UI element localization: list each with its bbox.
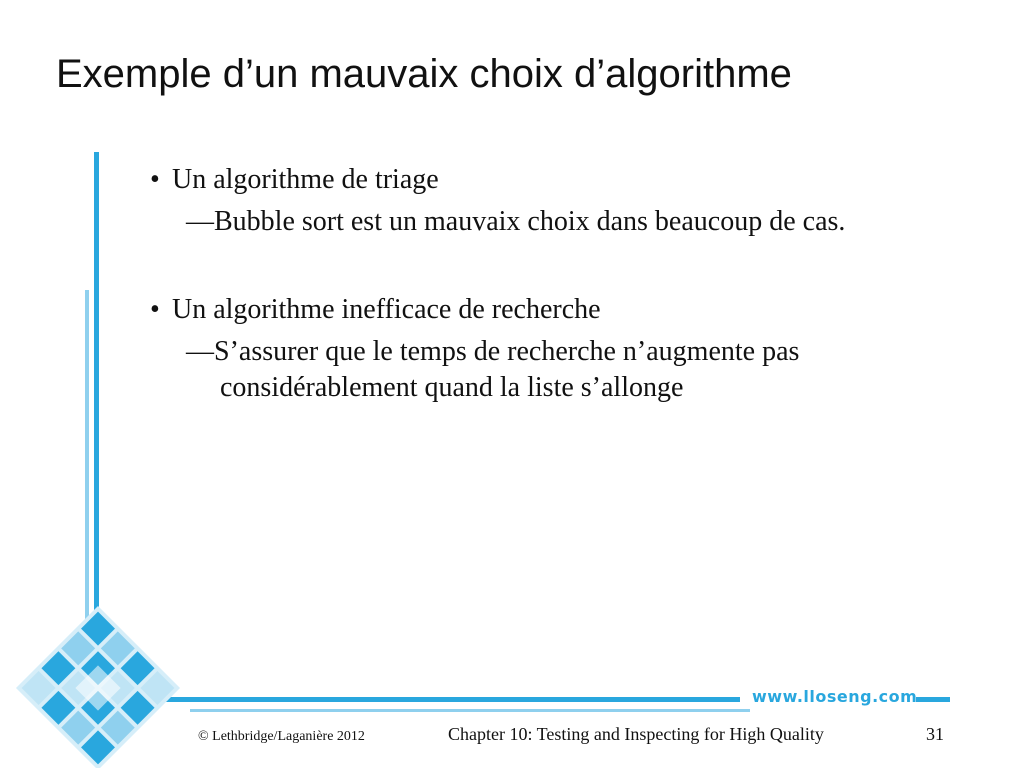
footer-rail-light [190, 709, 750, 712]
spacer [150, 240, 960, 292]
sub-item-1: —Bubble sort est un mauvaix choix dans beaucoup de cas. [186, 206, 846, 237]
bullet-item-1 [150, 162, 960, 198]
footer-rail-dark [160, 697, 740, 702]
bullet-text: Un algorithme de triage [172, 164, 439, 195]
slide-body [150, 162, 960, 406]
bullet-marker: • [150, 294, 160, 325]
left-rail-light [85, 290, 89, 650]
footer-copyright: © Lethbridge/Laganière 2012 [198, 729, 365, 744]
sub-item-2: —S’assurer que le temps de recherche n’augmente pas considérablement quand la liste s’allonge [186, 336, 800, 403]
bullet-item-2 [150, 292, 960, 328]
footer-chapter: Chapter 10: Testing and Inspecting for High Quality [448, 724, 824, 744]
footer-rail-dark-right [916, 697, 950, 702]
tiled-diamond-logo [16, 606, 180, 768]
website-link[interactable]: www.lloseng.com [752, 687, 918, 706]
page-number: 31 [926, 724, 944, 744]
bullet-text: Un algorithme inefficace de recherche [172, 294, 601, 325]
slide-title: Exemple d’un mauvaix choix d’algorithme [56, 52, 792, 96]
bullet-marker: • [150, 164, 160, 195]
